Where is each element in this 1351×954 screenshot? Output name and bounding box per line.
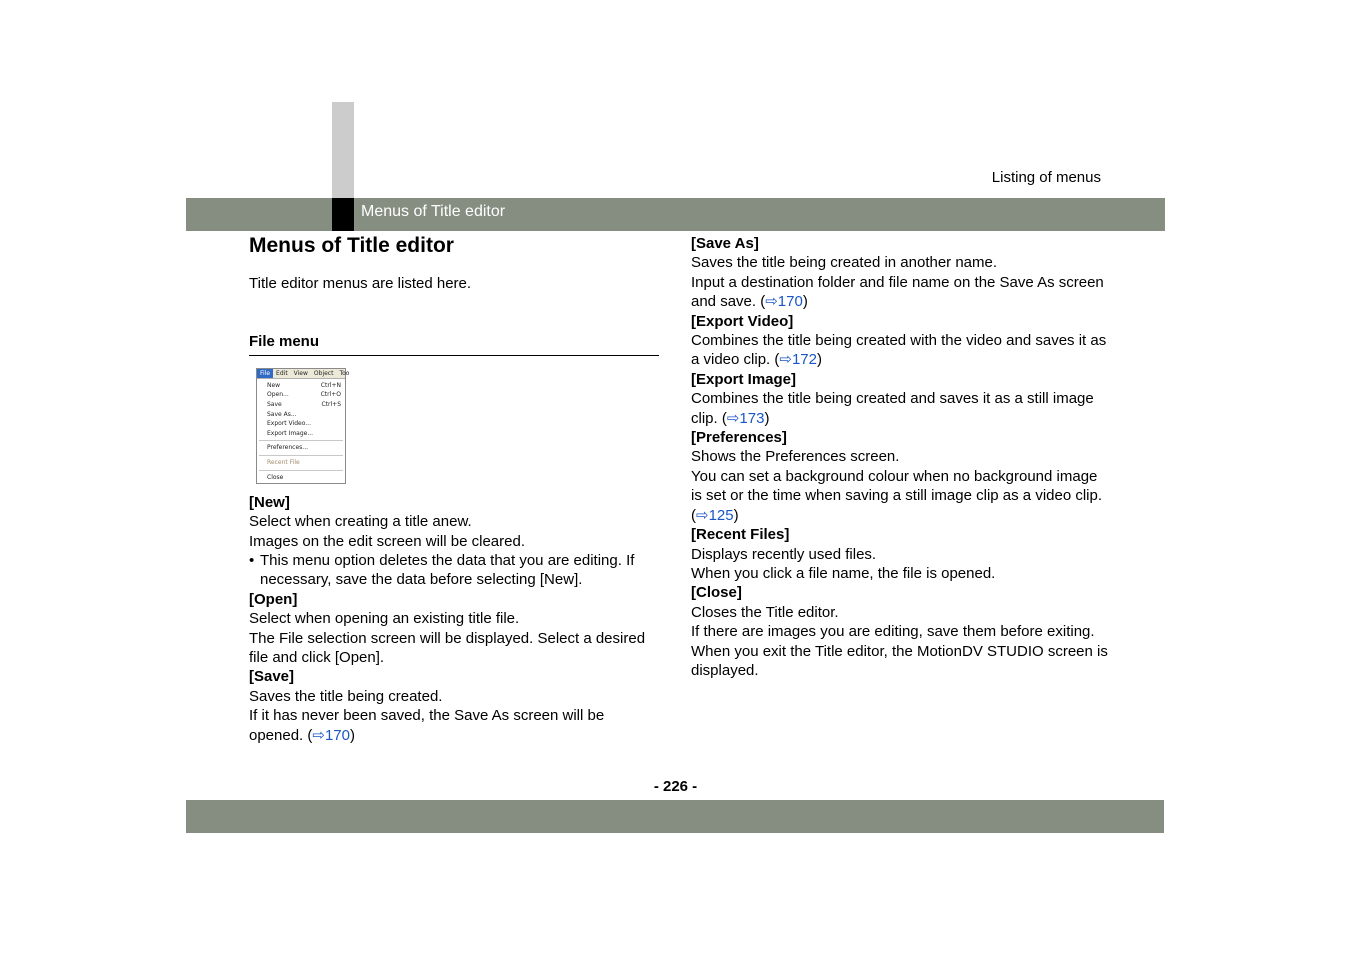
arrow-icon: ⇨ xyxy=(779,351,792,369)
page-title: Menus of Title editor xyxy=(249,234,454,257)
page-number: - 226 - xyxy=(653,778,698,795)
entry-line: You can set a background colour when no background image is set or the time when saving a still image clip as a video clip. (⇨125) xyxy=(691,467,1103,524)
intro-text: Title editor menus are listed here. xyxy=(249,275,472,292)
left-entries xyxy=(249,493,661,745)
footer-band xyxy=(186,800,1164,833)
entry-line: When you click a file name, the file is opened. xyxy=(691,564,996,582)
entry-heading-preferences: [Preferences] xyxy=(691,429,787,447)
menu-item-export-video: Export Video... xyxy=(267,420,311,428)
entry-heading-new: [New] xyxy=(249,493,290,511)
page-ref-link[interactable]: ⇨170 xyxy=(312,726,350,744)
entry-line: If there are images you are editing, save them before exiting. xyxy=(691,623,1095,641)
entry-line: Select when opening an existing title file. xyxy=(249,610,520,628)
entry-line: Displays recently used files. xyxy=(691,545,877,563)
header-black-tab xyxy=(332,198,354,231)
band-title: Menus of Title editor xyxy=(361,203,506,220)
menu-item-recent-file: Recent File xyxy=(267,458,300,466)
arrow-icon: ⇨ xyxy=(312,726,325,744)
menu-item-new: New Ctrl+N xyxy=(267,381,341,389)
menubar-file: File xyxy=(257,369,273,378)
entry-line: The File selection screen will be displayed. Select a desired file and click [Open]. xyxy=(249,629,646,667)
menu-item-save: Save Ctrl+S xyxy=(267,401,341,408)
entry-line: Shows the Preferences screen. xyxy=(691,448,900,466)
page-ref-link[interactable]: ⇨173 xyxy=(726,409,765,427)
entry-line: Select when creating a title anew. xyxy=(249,513,472,531)
entry-line: Images on the edit screen will be cleared. xyxy=(249,532,525,550)
arrow-icon: ⇨ xyxy=(726,409,740,427)
menu-item-preferences: Preferences... xyxy=(267,444,309,452)
entry-heading-recent-files: [Recent Files] xyxy=(691,526,790,544)
menu-separator xyxy=(259,455,343,456)
entry-heading-export-image: [Export Image] xyxy=(691,370,797,388)
file-menu-screenshot xyxy=(256,368,350,484)
menu-item-open: Open... Ctrl+O xyxy=(267,391,341,399)
entry-heading-save-as: [Save As] xyxy=(691,235,759,252)
right-column xyxy=(691,234,1111,680)
arrow-icon: ⇨ xyxy=(765,293,778,311)
entry-heading-save: [Save] xyxy=(249,668,295,686)
left-column xyxy=(249,231,661,745)
entry-line: Input a destination folder and file name on the Save As screen and save. (⇨170) xyxy=(691,273,1104,311)
section-heading-file-menu: File menu xyxy=(249,332,659,355)
menu-separator xyxy=(259,470,343,471)
arrow-icon: ⇨ xyxy=(696,506,709,524)
page-ref-link[interactable]: ⇨125 xyxy=(696,506,734,524)
menubar-tools: Too xyxy=(339,369,350,377)
entry-line: Combines the title being created with the video and saves it as a video clip. (⇨172) xyxy=(691,332,1107,369)
section-title: Listing of menus xyxy=(991,169,1101,186)
entry-line: Combines the title being created and saves it as a still image clip. (⇨173) xyxy=(691,390,1094,427)
entry-heading-close: [Close] xyxy=(691,584,742,602)
menu-item-save-as: Save As... xyxy=(267,410,297,418)
entry-heading-open: [Open] xyxy=(249,590,298,608)
entry-heading-export-video: [Export Video] xyxy=(691,312,794,330)
header-gray-tab xyxy=(332,102,354,198)
entry-line: Closes the Title editor. xyxy=(691,603,839,621)
menubar-edit: Edit xyxy=(276,369,288,377)
entry-line: Saves the title being created. xyxy=(249,687,443,705)
page-ref-link[interactable]: ⇨172 xyxy=(779,351,817,369)
page-ref-link[interactable]: ⇨170 xyxy=(765,293,803,311)
entry-line: When you exit the Title editor, the MotionDV STUDIO screen is displayed. xyxy=(691,642,1108,679)
entry-bullet: • This menu option deletes the data that you are editing. If necessary, save the data before selecting [New]. xyxy=(249,552,635,589)
menubar-object: Object xyxy=(313,369,334,377)
entry-line: Saves the title being created in another name. xyxy=(691,254,998,272)
menu-separator xyxy=(259,440,343,441)
menu-item-export-image: Export Image... xyxy=(267,429,314,437)
entry-line: If it has never been saved, the Save As screen will be opened. (⇨170) xyxy=(249,707,605,744)
menubar-view: View xyxy=(293,369,308,377)
menu-bar xyxy=(257,369,350,379)
menu-item-close: Close xyxy=(267,473,284,481)
